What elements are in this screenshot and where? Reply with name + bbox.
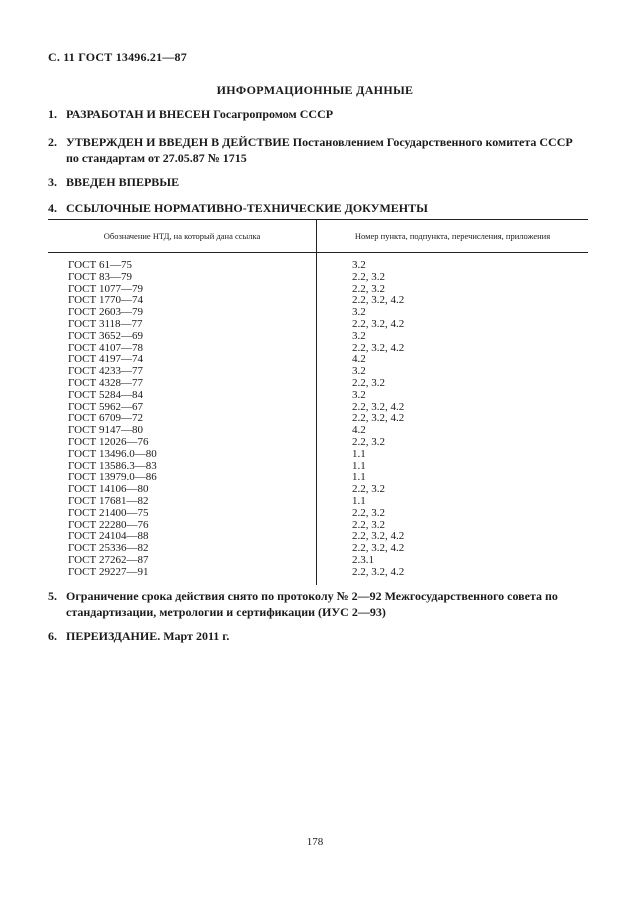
clause-number-cell: 3.2 [352,259,366,271]
document-designation-cell: ГОСТ 24104—88 [48,531,317,543]
page-header: С. 11 ГОСТ 13496.21—87 [48,50,187,64]
document-designation-cell: ГОСТ 9147—80 [48,425,317,437]
document-designation-cell: ГОСТ 3118—77 [48,319,317,331]
reference-table [48,219,588,585]
item-text: Ограничение срока действия снято по протоколу № 2—92 Межгосударственного совета по стандартизации, метрологии и сертификации (ИУС 2—93) [66,589,558,619]
clause-number-cell: 2.2, 3.2 [352,435,385,448]
clause-number-cell: 3.2 [352,388,366,401]
clause-number-cell: 2.2, 3.2 [352,376,385,389]
item-number: 2. [48,135,57,149]
document-designation-cell: ГОСТ 4197—74 [48,354,317,366]
info-item-5 [48,588,588,620]
document-designation-cell: ГОСТ 4233—77 [48,366,317,378]
document-designation-cell: ГОСТ 5962—67 [48,402,317,414]
item-number: 5. [48,589,57,603]
clause-number-cell: 3.2 [352,306,366,319]
table-row [48,331,588,343]
table-row [48,496,588,508]
clause-number-cell: 2.2, 3.2, 4.2 [352,294,405,307]
table-header-row [48,220,588,253]
clause-number-cell: 4.2 [352,353,366,366]
document-designation-cell: ГОСТ 13979.0—86 [48,472,317,484]
clause-number-cell: 1.1 [352,494,366,507]
document-designation-cell: ГОСТ 2603—79 [48,307,317,319]
document-designation-cell: ГОСТ 29227—91 [48,567,317,579]
table-row [48,390,588,402]
item-text: Госагропромом СССР [210,107,334,121]
clause-number-cell: 4.2 [352,424,366,437]
clause-number-cell: 2.2, 3.2, 4.2 [352,565,405,578]
item-text: Постановлением Государственного комитета СССР по стандартам от 27.05.87 № 1715 [66,135,573,165]
document-designation-cell: ГОСТ 1077—79 [48,284,317,296]
page-number: 178 [306,836,324,848]
clause-number-cell: 2.2, 3.2, 4.2 [352,412,405,425]
table-row [48,567,588,579]
document-designation-cell: ГОСТ 4107—78 [48,343,317,355]
section-title: ИНФОРМАЦИОННЫЕ ДАННЫЕ [216,83,414,97]
document-designation-cell: ГОСТ 25336—82 [48,543,317,555]
spacer-cell [48,579,317,585]
table-row [48,319,588,331]
clause-number-cell: 2.2, 3.2 [352,518,385,531]
clause-number-cell: 2.2, 3.2, 4.2 [352,542,405,555]
column-header-clause: Номер пункта, подпункта, перечисления, приложения [317,220,589,253]
clause-number-cell: 2.2, 3.2 [352,483,385,496]
table-row [48,449,588,461]
clause-number-cell: 1.1 [352,459,366,472]
item-number: 4. [48,201,57,215]
item-text: ПЕРЕИЗДАНИЕ. Март 2011 г. [66,629,230,643]
document-designation-cell: ГОСТ 14106—80 [48,484,317,496]
document-designation-cell: ГОСТ 27262—87 [48,555,317,567]
table-row [48,378,588,390]
clause-number-cell: 2.2, 3.2, 4.2 [352,317,405,330]
info-item-1 [48,106,588,122]
document-designation-cell: ГОСТ 61—75 [48,260,317,272]
clause-number-cell: 2.3.1 [352,553,374,566]
info-item-2 [48,134,588,166]
item-lead: РАЗРАБОТАН И ВНЕСЕН [66,107,211,121]
document-designation-cell: ГОСТ 1770—74 [48,295,317,307]
clause-number-cell: 2.2, 3.2 [352,282,385,295]
item-number: 6. [48,629,57,643]
item-lead: ВВЕДЕН ВПЕРВЫЕ [66,175,180,189]
clause-number-cell: 1.1 [352,447,366,460]
clause-number-cell: 2.2, 3.2 [352,506,385,519]
document-designation-cell: ГОСТ 13496.0—80 [48,449,317,461]
clause-number-cell: 2.2, 3.2, 4.2 [352,530,405,543]
document-designation-cell: ГОСТ 3652—69 [48,331,317,343]
clause-number-cell: 2.2, 3.2 [352,270,385,283]
info-item-3 [48,174,588,190]
table-body [48,253,588,585]
item-lead: ССЫЛОЧНЫЕ НОРМАТИВНО-ТЕХНИЧЕСКИЕ ДОКУМЕНТЫ [66,201,428,215]
table-row [48,508,588,520]
document-designation-cell: ГОСТ 12026—76 [48,437,317,449]
item-number: 3. [48,175,57,189]
column-header-document: Обозначение НТД, на который дана ссылка [48,220,317,253]
document-designation-cell: ГОСТ 83—79 [48,272,317,284]
info-item-4 [48,200,588,216]
table-spacer-row [48,579,588,585]
clause-number-cell: 3.2 [352,365,366,378]
table-row [48,272,588,284]
clause-number-cell: 2.2, 3.2, 4.2 [352,400,405,413]
document-designation-cell: ГОСТ 4328—77 [48,378,317,390]
clause-number-cell: 1.1 [352,471,366,484]
document-designation-cell: ГОСТ 6709—72 [48,413,317,425]
info-item-6 [48,628,588,644]
clause-number-cell: 2.2, 3.2, 4.2 [352,341,405,354]
table-row [48,437,588,449]
document-designation-cell: ГОСТ 13586.3—83 [48,461,317,473]
item-number: 1. [48,107,57,121]
document-designation-cell: ГОСТ 21400—75 [48,508,317,520]
document-designation-cell: ГОСТ 17681—82 [48,496,317,508]
clause-number-cell: 3.2 [352,329,366,342]
document-designation-cell: ГОСТ 22280—76 [48,520,317,532]
document-designation-cell: ГОСТ 5284—84 [48,390,317,402]
table-row [48,555,588,567]
spacer-cell [317,579,589,585]
item-lead: УТВЕРЖДЕН И ВВЕДЕН В ДЕЙСТВИЕ [66,135,290,149]
